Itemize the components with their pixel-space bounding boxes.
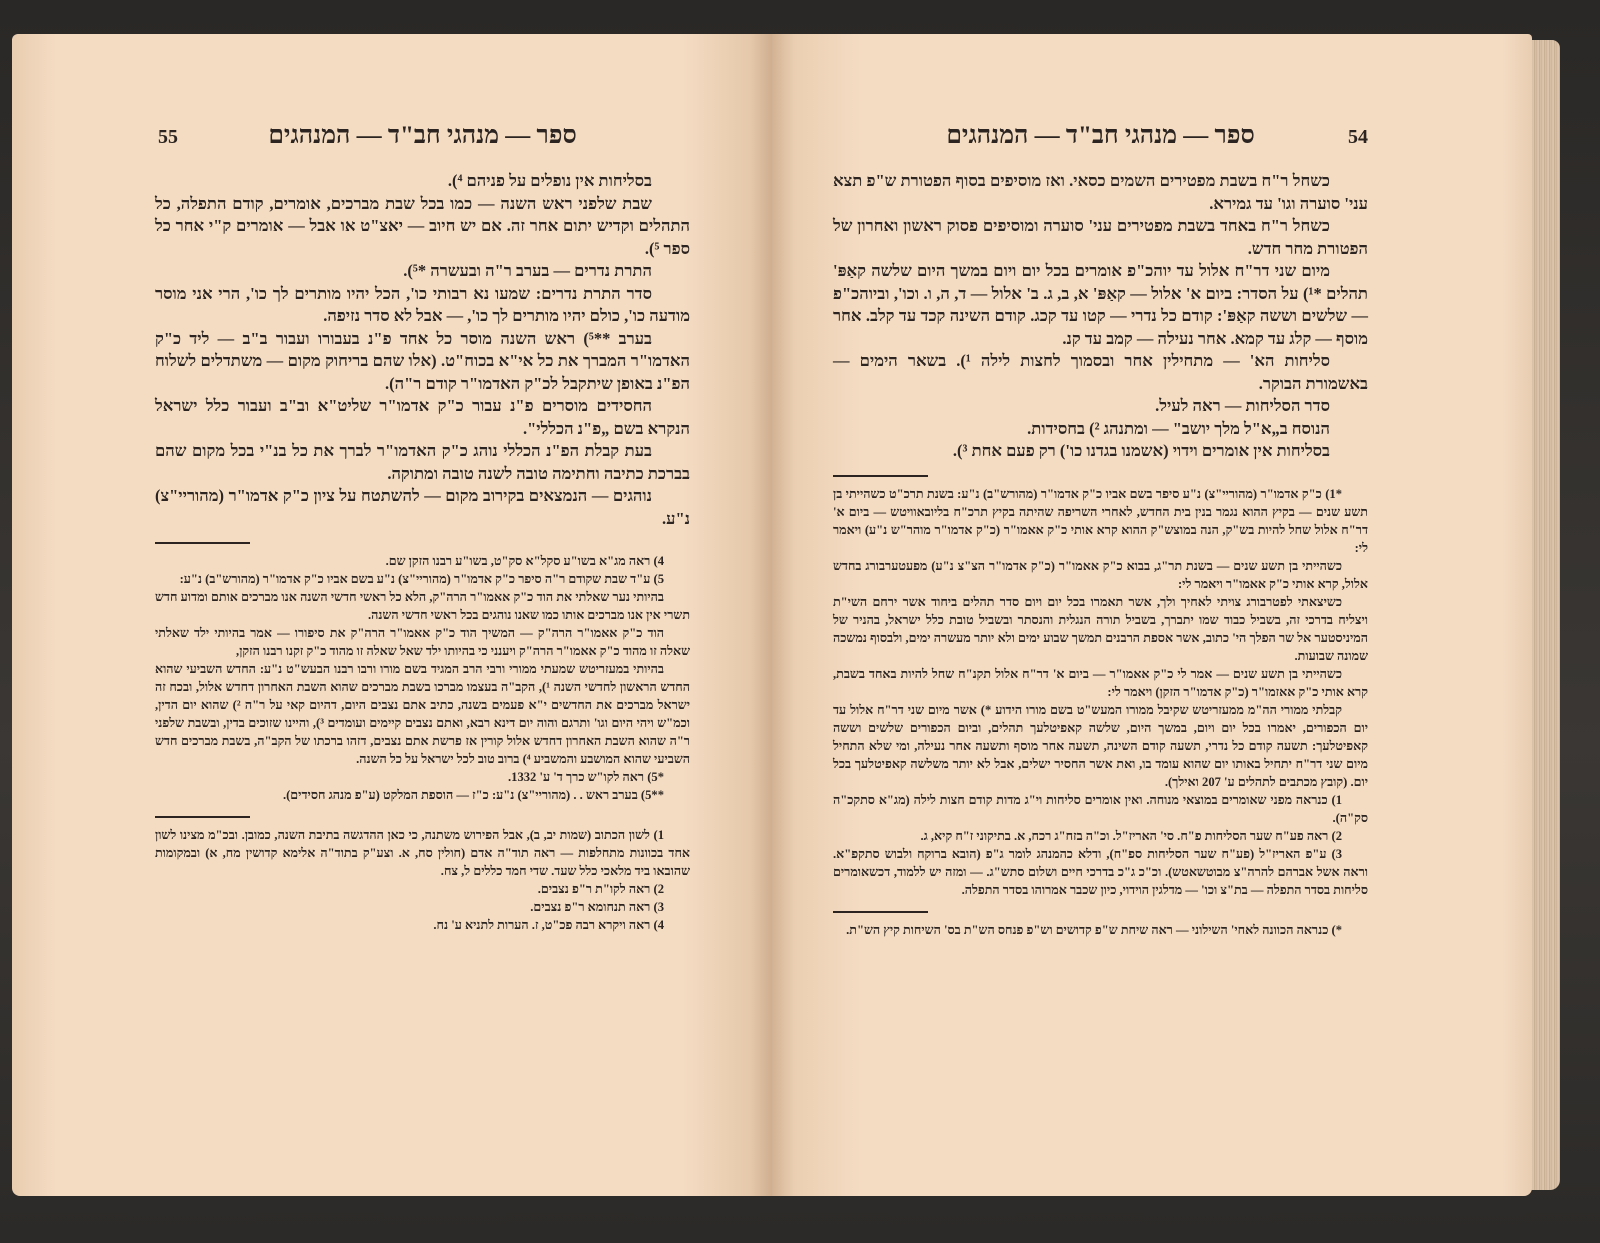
header-row: [155, 122, 690, 156]
paragraph: 2) ראה פע"ח שער הסליחות פ"ח. סי' האריז"ל. וכ"ה בזח"ג רכח, א. בתיקוני ז"ח קיא, ג.: [920, 828, 1342, 843]
paragraph: סדר הסליחות — ראה לעיל.: [1155, 396, 1330, 415]
paragraph: שבת שלפני ראש השנה — כמו בכל שבת מברכים, אומרים, קודם התפלה, כל התהלים וקדיש יתום אחר זה. אם יש חיוב — יאצ"ט או אבל — אומרים ק"י אחר כל ספר ⁵).: [155, 193, 690, 258]
running-head: ספר — מנהגי חב"ד — המנהגים: [268, 122, 577, 149]
paragraph: 4) ראה ויקרא רבה פכ"ט, ז. הערות לתניא ע' נח.: [433, 918, 664, 932]
paragraph: בסליחות אין אומרים וידוי (אשמנו בגדנו כו') רק פעם אחת ³).: [952, 441, 1330, 460]
paragraph: כשהייתי בן תשע שנים — אמר לי כ"ק אאמו"ר — ביום א' דר"ח אלול תקנ"ח שחל להיות באחד בשבת, קרא אותי כ"ק אאזמו"ר (כ"ק אדמו"ר הזקן) ויאמר לי:: [833, 666, 1368, 699]
paragraph: בערב **⁵) ראש השנה מוסר כל אחד פ"נ בעבורו ועבור ב"ב — ליד כ"ק האדמו"ר המברך את כל אי"א בכוח"ט. (אלו שהם בריחוק מקום — משתדלים לשלוח הפ"נ באופן שיתקבל לכ"ק האדמו"ר קודם ר"ה).: [155, 328, 690, 393]
paragraph: התרת נדרים — בערב ר"ה ובעשרה *⁵).: [403, 261, 652, 280]
header-row: [833, 122, 1368, 156]
footnote-rule: [155, 542, 250, 544]
paragraph: 1) כנראה מפני שאומרים במוצאי מנוחה. ואין אומרים סליחות וי"ג מדות קודם חצות לילה (מג"א סתקכ"ה סק"ה).: [833, 792, 1368, 825]
paragraph: קבלתי ממורי הה"מ ממעזריטש שקיבל ממורו המעש"ט בשם מורו הידוע *) אשר מיום שני דר"ח אלול עד יום הכפורים, יאמרו בכל יום ויום, במשך היום, שלשה קאפיטלעך תהלים, וביום הכפורים שלשים וששה קאפיטלעך: תשעה קודם כל נדרי, תשעה קודם השינה, תשעה אחר מוסף ותשעה אחר נעילה, ומי שלא התחיל מיום שני דר"ח יתחיל באותו יום שהוא עומד בו, ואת אשר החסיר ישלים, אבל לא יותר משלשה קאפיטלעך בכל יום. (קובץ מכתבים לתהלים ע' 207 ואילך).: [833, 702, 1368, 789]
page-number: 54: [1348, 126, 1368, 148]
page-edges: [1530, 40, 1560, 1190]
paragraph: הוד כ"ק אאמו"ר הרה"ק — המשיך הוד כ"ק אאמו"ר הרה"ק את סיפורו — אמר בהיותי ילד שאלתי שאלה זו מהוד כ"ק אאמו"ר הרה"ק ויענני כי בהיותו ילד שאל שאלה זו מהוד כ"ק זקנו רבנו הזקן,: [155, 626, 690, 658]
paragraph: *1) כ"ק אדמו"ר (מהוריי"צ) נ"ע סיפר בשם אביו כ"ק אדמו"ר (מהורש"ב) נ"ע: בשנת תרכ"ט כשהייתי בן תשע שנים — בקיץ ההוא נגמר בנין בית החדש, לאחרי השריפה שהיתה בקיץ תרכ"ח בליובאוויטש — ביום א' דר"ח אלול שחל להיות בש"ק, הנה במוצש"ק ההוא קרא אותי כ"ק אאמו"ר (כ"ק אדמו"ר מוהר"ש נ"ע) ויאמר לי:: [833, 486, 1368, 555]
sub-footnotes: [155, 826, 690, 934]
right-page: [772, 34, 1532, 1196]
paragraph: סדר התרת נדרים: שמעו נא רבותי כו', הכל יהיו מותרים לך כו', הרי אני מוסר מודעה כו', כולם יהיו מותרים לך כו', — אבל לא סדר נזיפה.: [155, 283, 690, 325]
paragraph: כשחל ר"ח בשבת מפטירים השמים כסאי. ואז מוסיפים בסוף הפטורת ש"פ תצא עני' סוערה וגו' עד גמירא.: [833, 171, 1368, 213]
paragraph: 3) ראה תנחומא ר"פ נצבים.: [530, 900, 664, 914]
paragraph: בעת קבלת הפ"נ הכללי נוהג כ"ק האדמו"ר לברך את כל בנ"י בכל מקום שהם בברכת כתיבה וחתימה טובה לשנה טובה ומתוקה.: [155, 441, 690, 483]
paragraph: החסידים מוסרים פ"נ עבור כ"ק אדמו"ר שליט"א וב"ב ועבור כלל ישראל הנקרא בשם „פ"נ הכללי".: [155, 396, 690, 438]
paragraph: *5) ראה לקו"ש כרך ד' ע' 1332.: [507, 770, 664, 784]
paragraph: הנוסח ב„א"ל מלך יושב" — ומתנהג ²) בחסידות.: [1027, 418, 1330, 438]
footnote-rule: [155, 816, 250, 818]
footnotes: [155, 552, 690, 804]
paragraph: *) כנראה הכוונה לאחי' השילוני — ראה שיחת ש"פ קדושים וש"פ פנחס הש"ת בס' השיחות קיץ הש"ת.: [846, 922, 1342, 937]
running-head: ספר — מנהגי חב"ד — המנהגים: [946, 122, 1255, 149]
paragraph: כשהייתי בן תשע שנים — בשנת תר"ג, בבוא כ"ק אאמו"ר (כ"ק אדמו"ר הצ"צ נ"ע) מפעטערבורג בחדש אלול, קרא אותי כ"ק אאמו"ר ויאמר לי:: [833, 558, 1368, 591]
paragraph: **5) בערב ראש . . (מהוריי"צ) נ"ע: כ"ז — הוספת המלקט (ע"פ מנהג חסידים).: [282, 788, 664, 802]
paragraph: מיום שני דר"ח אלול עד יוהכ"פ אומרים בכל יום ויום במשך היום שלשה קאַפּ' תהלים *¹) על הסדר: ביום א' אלול — קאַפּ' א, ב, ג. ב' אלול — ד, ה, ו. וכו', וביוהכ"פ — שלשים וששה קאַפּ': קודם כל נדרי — קטו עד קכג. קודם השינה קכד עד קלב. אחר מוסף — קלג עד קמא. אחר נעילה — קמב עד קנ.: [833, 261, 1368, 348]
paragraph: סליחות הא' — מתחילין אחר ובסמוך לחצות לילה ¹). בשאר הימים — באשמורת הבוקר.: [833, 351, 1368, 393]
paragraph: נוהגים — הנמצאים בקירוב מקום — להשתטח על ציון כ"ק אדמו"ר (מהוריי"צ) נ"ע.: [155, 486, 690, 528]
text-column: [833, 122, 1368, 939]
paragraph: בסליחות אין נופלים על פניהם ⁴).: [447, 171, 652, 190]
main-text: [833, 170, 1368, 463]
paragraph: 2) ראה לקו"ת ר"פ נצבים.: [537, 882, 664, 896]
page-number: 55: [158, 126, 178, 148]
paragraph: כשחל ר"ח באחד בשבת מפטירים עני' סוערה ומוסיפים פסוק ראשון ואחרון של הפטורת מחר חדש.: [833, 216, 1368, 258]
paragraph: 5) ע"ד שבת שקודם ר"ה סיפר כ"ק אדמו"ר (מהוריי"צ) נ"ע בשם אביו כ"ק אדמו"ר (מהורש"ב) נ"ע:: [179, 572, 664, 586]
paragraph: בהיותי במעזריטש שמעתי ממורי ורבי הרב המגיד בשם מורו ורבו רבנו הבעש"ט נ"ע: החדש השביעי שהוא החדש הראשון לחדשי השנה ¹), הקב"ה בעצמו מברכו בשבת מברכים שהוא השבת האחרון דחדש אלול, ובכח זה ישראל מברכים את החדשים י"א פעמים בשנה, כתיב אתם נצבים היום, דהיום קאי על ר"ה ²) שהוא יום הדין, וכמ"ש ויהי היום וגו' ותרגם והוה יום דינא רבא, ואתם נצבים קיימים ועומדים ³), והיינו שזוכים בדין, ובשבת שלפני ר"ה שהוא השבת האחרון דחדש אלול קורין אז פרשת אתם נצבים, דזהו ברכתו של הקב"ה, בשבת מברכים חדש השביעי שהוא המושבע והמשביע ⁴) ברוב טוב לכל ישראל על כל השנה.: [155, 662, 690, 766]
paragraph: 4) ראה מג"א בשו"ע סקל"א סק"ט, בשו"ע רבנו הזקן שם.: [385, 554, 664, 568]
text-column: [155, 122, 690, 934]
paragraph: כשיצאתי לפטרבורג צויתי לאחיך ולך, אשר תאמרו בכל יום ויום סדר תהלים ביחוד אשר ירחם השי"ת ויצליח בדרכי זה, בשביל כבוד שמו יתברך, בשביל תורה הנגלית והנסתר ובשביל טובת כלל ישראל, בהניר של המיניסטער אל שר הפלך הי' כתוב, אשר אספת הרבנים תמשך שבוע ימים ולא יותר מעשרה ימים, ולבסוף נמשכה שמונה שבועות.: [833, 594, 1368, 663]
footnote-rule: [833, 911, 928, 913]
left-page: [12, 34, 772, 1196]
footnotes: [833, 485, 1368, 899]
paragraph: 1) לשון הכתוב (שמות יב, ב), אבל הפירוש משתנה, כי כאן ההדגשה בתיבת השנה, כמובן. ובכ"מ מצינו לשון אחד בכוונות מתחלפות — ראה תוד"ה אדם (חולין סח, א. וצע"ק בתוד"ה אלימא קדושין מח, א) ובמקומות שהובאו ביד מלאכי כלל שעד. שדי חמד כללים ל, צח.: [155, 828, 690, 878]
paragraph: 3) ע"פ האריז"ל (פע"ח שער הסליחות ספ"ח), ודלא כהמנהג לומר ג"פ (הובא ברוקח ולבוש סתקפ"א. וראה אשל אברהם להרה"צ מבוטשאטש). וכ"כ ג"כ בדרכי חיים ושלום סתש"ג. — ומזה יש ללמוד, דכשאומרים סליחות בסדר התפלה — בת"צ וכו' — מדלגין הוידוי, כיון שכבר אמרוהו בסדר התפלה.: [833, 846, 1368, 897]
sub-footnotes: [833, 921, 1368, 939]
paragraph: בהיותי נער שאלתי את הוד כ"ק אאמו"ר הרה"ק, הלא כל ראשי חדשי השנה אנו מברכים אותם ומדוע חדש תשרי אין אנו מברכים אותו כמו שאנו נוהגים בכל ראשי חדשי השנה.: [155, 590, 690, 622]
footnote-rule: [833, 475, 928, 477]
main-text: [155, 170, 690, 530]
